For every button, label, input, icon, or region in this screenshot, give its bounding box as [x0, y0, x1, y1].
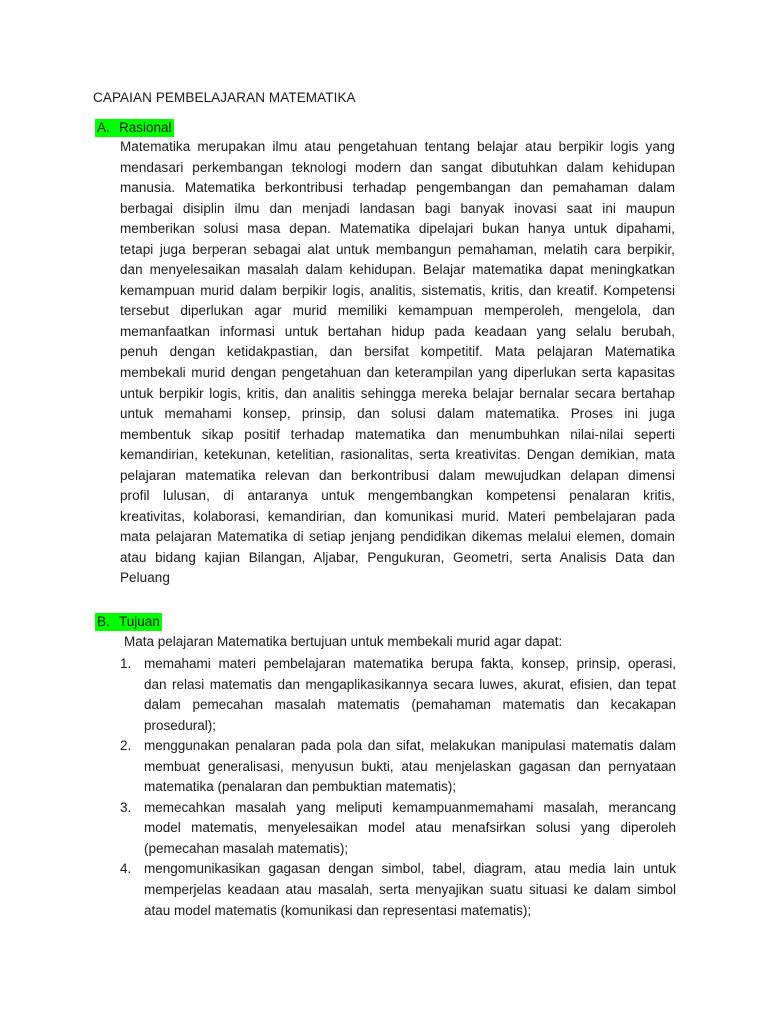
list-item-text	[144, 798, 676, 860]
list-item-line: membuat generalisasi, menyusun bukti, atau menjelaskan gagasan dan pernyataan	[144, 758, 676, 774]
list-item-line: mengomunikasikan gagasan dengan simbol, tabel, diagram, atau media lain untuk	[144, 861, 676, 877]
paragraph-line: tetapi juga berperan sebagai alat untuk membangun pemahaman, melatih cara berpikir,	[120, 241, 675, 257]
list-item	[120, 654, 676, 736]
paragraph-line: atau bidang kajian Bilangan, Aljabar, Pengukuran, Geometri, serta Analisis Data dan	[120, 549, 675, 565]
section-a-title: Rasional	[119, 120, 172, 135]
list-item-text	[144, 736, 676, 798]
section-b-intro: Mata pelajaran Matematika bertujuan untuk membekali murid agar dapat:	[124, 634, 563, 649]
paragraph-line: untuk berpikir logis, kritis, dan analitis sehingga mereka belajar bernalar secara bertahap	[120, 385, 675, 401]
paragraph-line: membentuk sikap positif terhadap matematika dan menumbuhkan nilai-nilai seperti	[120, 426, 675, 442]
paragraph-line: pelajaran matematika relevan dan berkontribusi dalam mewujudkan delapan dimensi	[120, 467, 675, 483]
list-item	[120, 736, 676, 798]
paragraph-line: profil lulusan, di antaranya untuk mengembangkan kompetensi penalaran kritis,	[120, 488, 675, 504]
list-item-line: memperjelas keadaan atau masalah, serta menyajikan suatu situasi ke dalam simbol	[144, 882, 676, 898]
paragraph-line: Matematika merupakan ilmu atau pengetahuan tentang belajar atau berpikir logis yang	[120, 139, 675, 154]
list-item-text	[144, 654, 676, 736]
list-item-line: matematika (penalaran dan pembuktian matematis);	[144, 779, 457, 795]
paragraph-line: mata pelajaran Matematika di setiap jenjang pendidikan dikemas melalui elemen, domain	[120, 529, 675, 545]
list-item	[120, 859, 676, 921]
paragraph-line: kreativitas, kolaborasi, kemandirian, dan komunikasi murid. Materi pembelajaran pada	[120, 508, 675, 524]
list-item-line: menggunakan penalaran pada pola dan sifat, melakukan manipulasi matematis dalam	[144, 738, 676, 754]
paragraph-line: kemandirian, ketekunan, ketelitian, rasionalitas, serta kreativitas. Dengan demikian, mata	[120, 447, 675, 463]
paragraph-line: Peluang	[120, 570, 170, 586]
section-a-heading	[95, 119, 177, 137]
paragraph-line: memanfaatkan informasi untuk bertahan hidup pada keadaan yang selalu berubah,	[120, 323, 675, 339]
list-item-line: memahami materi pembelajaran matematika berupa fakta, konsep, prinsip, operasi,	[144, 656, 676, 671]
list-item-line: prosedural);	[144, 717, 217, 733]
list-item-number: 4.	[120, 861, 132, 877]
paragraph-line: berbagai disiplin ilmu dan menjadi landasan bagi banyak inovasi saat ini maupun	[120, 200, 675, 216]
paragraph-line: untuk memahami konsep, prinsip, dan solusi dalam matematika. Proses ini juga	[120, 406, 675, 422]
paragraph-line: tersebut diperlukan agar murid memiliki kemampuan memperoleh, mengelola, dan	[120, 303, 675, 319]
section-a-letter: A.	[95, 119, 119, 137]
list-item-number: 2.	[120, 738, 132, 754]
paragraph-line: memberikan solusi masa depan. Matematika dipelajari bukan hanya untuk dipahami,	[120, 221, 675, 237]
section-b-letter: B.	[95, 613, 119, 631]
list-item-number: 3.	[120, 799, 132, 815]
list-item-line: dalam pemecahan masalah matematis (pemahaman matematis dan kecakapan	[144, 697, 676, 713]
paragraph-line: membekali murid dengan pengetahuan dan keterampilan yang diperlukan serta kapasitas	[120, 365, 675, 381]
list-item	[120, 798, 676, 860]
paragraph-line: penuh dengan ketidakpastian, dan bersifat kompetitif. Mata pelajaran Matematika	[120, 344, 675, 360]
list-item-line: model matematis, menyelesaikan model atau menafsirkan solusi yang diperoleh	[144, 820, 676, 836]
section-b-title: Tujuan	[119, 614, 160, 629]
list-item-line: dan relasi matematis dan mengaplikasikannya secara luwes, akurat, efisien, dan tepat	[144, 676, 676, 692]
paragraph-line: dan menyelesaikan masalah dalam kehidupan. Belajar matematika dapat meningkatkan	[120, 262, 675, 278]
list-item-number: 1.	[120, 656, 132, 671]
section-a-paragraph	[120, 137, 675, 589]
objectives-list	[120, 654, 676, 921]
document-title: CAPAIAN PEMBELAJARAN MATEMATIKA	[93, 90, 356, 105]
list-item-line: atau model matematis (komunikasi dan representasi matematis);	[144, 902, 532, 918]
paragraph-line: kemampuan murid dalam berpikir logis, analitis, sistematis, kritis, dan kreatif. Kompetensi	[120, 282, 675, 298]
paragraph-line: manusia. Matematika berkontribusi terhadap pengembangan dan pemahaman dalam	[120, 180, 675, 196]
list-item-line: memecahkan masalah yang meliputi kemampuanmemahami masalah, merancang	[144, 799, 676, 815]
section-b-heading	[95, 613, 163, 631]
paragraph-line: mendasari perkembangan teknologi modern dan sangat dibutuhkan dalam kehidupan	[120, 159, 675, 175]
list-item-line: (pemecahan masalah matematis);	[144, 840, 349, 856]
list-item-text	[144, 859, 676, 921]
